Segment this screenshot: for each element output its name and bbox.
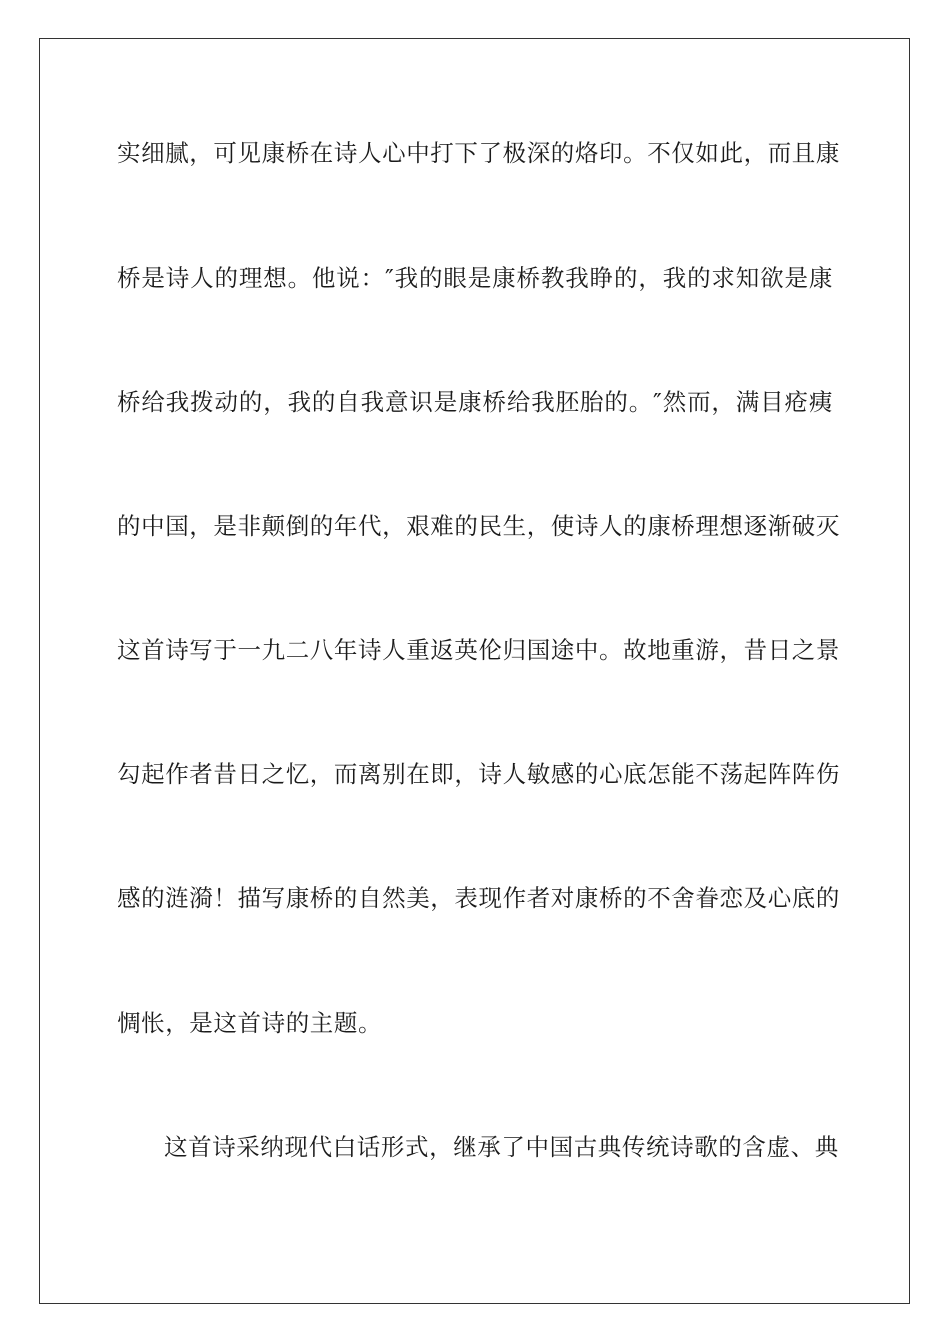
text-line: 感的涟漪！描写康桥的自然美，表现作者对康桥的不舍眷恋及心底的 [117,884,840,912]
text-line: 惆怅，是这首诗的主题。 [117,1009,383,1037]
text-line: 桥是诗人的理想。他说：″我的眼是康桥教我睁的，我的求知欲是康 [117,264,833,292]
text-line: 这首诗写于一九二八年诗人重返英伦归国途中。故地重游，昔日之景 [117,636,840,664]
paragraph-first-line: 这首诗采纳现代白话形式，继承了中国古典传统诗歌的含虚、典 [164,1133,839,1161]
text-line: 的中国，是非颠倒的年代，艰难的民生，使诗人的康桥理想逐渐破灭 [117,512,840,540]
text-line: 桥给我拨动的，我的自我意识是康桥给我胚胎的。″然而，满目疮痍 [117,388,833,416]
text-line: 实细腻，可见康桥在诗人心中打下了极深的烙印。不仅如此，而且康 [117,139,840,167]
page-border [39,38,910,1304]
text-line: 勾起作者昔日之忆，而离别在即，诗人敏感的心底怎能不荡起阵阵伤 [117,760,840,788]
